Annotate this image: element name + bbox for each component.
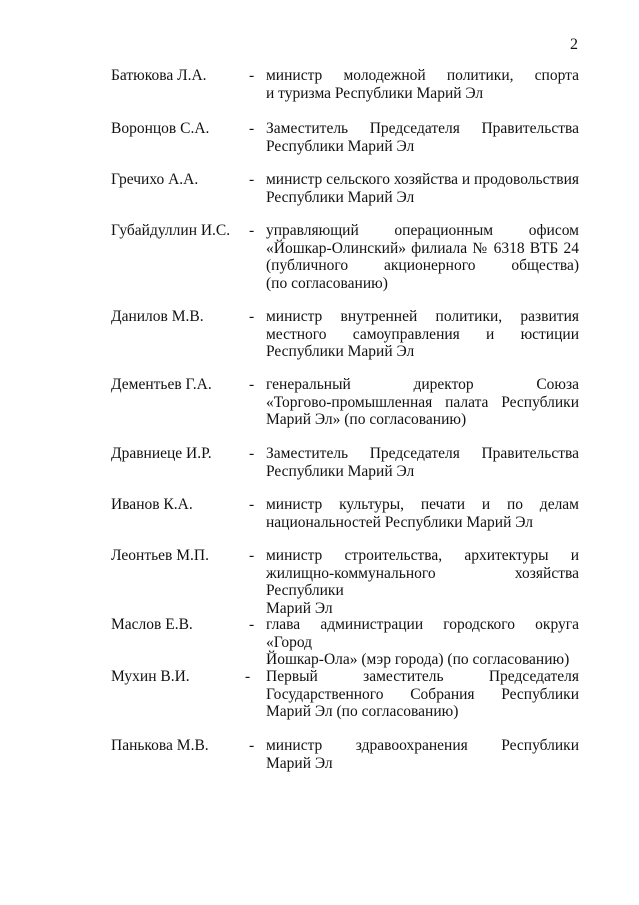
separator-dash: - (249, 120, 255, 137)
role-line: Заместитель Председателя Правительства (266, 120, 579, 137)
member-role (266, 67, 579, 102)
separator-dash: - (249, 67, 255, 84)
role-line: (по согласованию) (266, 274, 388, 292)
member-name: Панькова М.В. (111, 737, 209, 754)
members-list (0, 67, 639, 789)
role-line: Первый заместитель Председателя (266, 668, 579, 685)
member-role (266, 496, 579, 531)
member-role (266, 547, 579, 617)
role-line: генеральный директор Союза (266, 376, 579, 393)
member-role (266, 376, 579, 429)
list-item (0, 171, 639, 222)
member-name: Дементьев Г.А. (111, 376, 212, 393)
member-role (266, 616, 579, 669)
separator-dash: - (249, 445, 255, 462)
role-line: Республики Марий Эл (266, 188, 415, 206)
role-line: местного самоуправления и юстиции (266, 325, 579, 343)
role-line: Марий Эл (266, 754, 333, 772)
role-line: министр сельского хозяйства и продовольствия (266, 171, 579, 188)
role-line: Заместитель Председателя Правительства (266, 445, 579, 462)
member-role (266, 308, 579, 361)
list-item (0, 308, 639, 376)
role-line: министр молодежной политики, спорта (266, 67, 579, 84)
separator-dash: - (245, 668, 251, 685)
separator-dash: - (249, 547, 255, 564)
member-name: Иванов К.А. (111, 496, 193, 513)
list-item (0, 496, 639, 547)
separator-dash: - (249, 308, 255, 325)
list-item (0, 376, 639, 445)
separator-dash: - (249, 376, 255, 393)
member-name: Воронцов С.А. (111, 120, 210, 137)
role-line: министр строительства, архитектуры и (266, 547, 579, 564)
member-role (266, 668, 579, 721)
member-name: Данилов М.В. (111, 308, 204, 325)
member-role (266, 171, 579, 206)
separator-dash: - (249, 496, 255, 513)
role-line: Марий Эл (266, 599, 333, 617)
role-line: Марий Эл» (по согласованию) (266, 411, 467, 428)
role-line: жилищно-коммунального хозяйства Республики (266, 564, 579, 599)
separator-dash: - (249, 616, 255, 633)
member-role (266, 222, 579, 292)
separator-dash: - (249, 222, 255, 239)
member-role (266, 737, 579, 772)
role-line: национальностей Республики Марий Эл (266, 513, 534, 531)
role-line: Республики Марий Эл (266, 137, 415, 155)
role-line: управляющий операционным офисом (266, 222, 579, 239)
member-name: Леонтьев М.П. (111, 547, 209, 564)
role-line: «Йошкар-Олинский» филиала № 6318 ВТБ 24 (266, 239, 579, 257)
member-name: Дравниеце И.Р. (111, 445, 212, 462)
list-item (0, 67, 639, 120)
list-item (0, 120, 639, 171)
role-line: Государственного Собрания Республики (266, 685, 579, 703)
list-item (0, 616, 639, 668)
member-role (266, 120, 579, 155)
member-name: Гречихо А.А. (111, 171, 199, 188)
separator-dash: - (249, 737, 255, 754)
role-line: Марий Эл (по согласованию) (266, 703, 459, 720)
role-line: Республики Марий Эл (266, 462, 415, 480)
role-line: (публичного акционерного общества) (266, 257, 579, 274)
page-number: 2 (570, 36, 578, 53)
member-name: Мухин В.И. (111, 668, 190, 685)
role-line: министр здравоохранения Республики (266, 737, 579, 754)
list-item (0, 445, 639, 496)
role-line: «Торгово-промышленная палата Республики (266, 393, 579, 411)
list-item (0, 668, 639, 737)
member-name: Маслов Е.В. (111, 616, 193, 633)
role-line: глава администрации городского округа «Город (266, 616, 579, 651)
role-line: Йошкар-Ола» (мэр города) (по согласованию) (266, 651, 570, 668)
role-line: министр культуры, печати и по делам (266, 496, 579, 513)
member-name: Губайдуллин И.С. (111, 222, 231, 239)
member-role (266, 445, 579, 480)
list-item (0, 737, 639, 789)
list-item (0, 222, 639, 308)
role-line: министр внутренней политики, развития (266, 308, 579, 325)
role-line: и туризма Республики Марий Эл (266, 84, 484, 102)
separator-dash: - (249, 171, 255, 188)
member-name: Батюкова Л.А. (111, 67, 207, 84)
list-item (0, 547, 639, 616)
role-line: Республики Марий Эл (266, 343, 415, 360)
